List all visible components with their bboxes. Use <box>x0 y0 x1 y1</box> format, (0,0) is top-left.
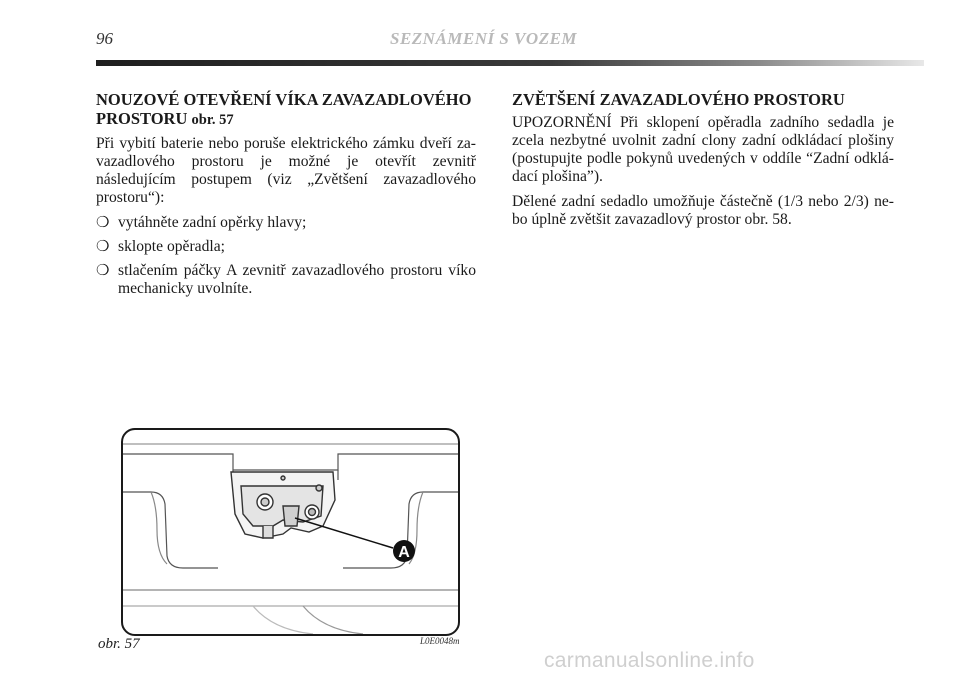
section-heading-luggage-space: ZVĚTŠENÍ ZAVAZADLOVÉHO PROSTORU <box>512 90 845 109</box>
watermark: carmanualsonline.info <box>544 649 755 672</box>
trunk-lock-illustration <box>123 430 458 634</box>
bullet-icon: ❍ <box>96 215 110 231</box>
header-rule <box>96 60 924 66</box>
step-text: stlačením páčky A zevnitř zavazadlového prostoru víko mechanicky uvolníte. <box>118 262 476 297</box>
bullet-icon: ❍ <box>96 239 110 255</box>
heading-figure-ref: obr. 57 <box>191 112 234 128</box>
left-column <box>96 90 476 304</box>
steps-list <box>96 214 476 298</box>
figure-57 <box>121 428 460 636</box>
page-number: 96 <box>96 29 113 48</box>
step-text: sklopte opěradla; <box>118 238 225 255</box>
warning-paragraph: UPOZORNĚNÍ Při sklopení opěradla zadního sedadla je zcela nezbytné uvolnit zadní clony zadní odkládací plošiny (postupujte podle pokynů uvedených v oddíle “Zadní odklá-dací plošina”). <box>512 114 894 185</box>
split-seat-paragraph: Dělené zadní sedadlo umožňuje částečně (1/3 nebo 2/3) ne-bo úplně zvětšit zavazadlový prostor obr. 58. <box>512 193 894 228</box>
lock-mechanism <box>231 472 335 538</box>
list-item <box>96 238 476 256</box>
list-item <box>96 262 476 298</box>
list-item <box>96 214 476 232</box>
section-heading-emergency-opening <box>96 90 476 130</box>
right-column <box>512 90 894 236</box>
running-head: SEZNÁMENÍ S VOZEM <box>390 29 578 48</box>
figure-caption: obr. 57 <box>98 636 140 652</box>
label-a: A <box>398 544 410 561</box>
intro-paragraph: Při vybití baterie nebo poruše elektrického zámku dveří za-vazadlového prostoru je možné je otevřít zevnitř následujícím postupem (viz „Zvětšení zavazadlového prostoru“): <box>96 135 476 206</box>
heading-main: NOUZOVÉ OTEVŘENÍ VÍKA ZAVAZADLOVÉHO PROSTORU <box>96 90 472 128</box>
bullet-icon: ❍ <box>96 263 110 279</box>
label-leader-line <box>295 518 393 548</box>
figure-code: L0E0048m <box>420 636 460 646</box>
step-text: vytáhněte zadní opěrky hlavy; <box>118 214 307 231</box>
